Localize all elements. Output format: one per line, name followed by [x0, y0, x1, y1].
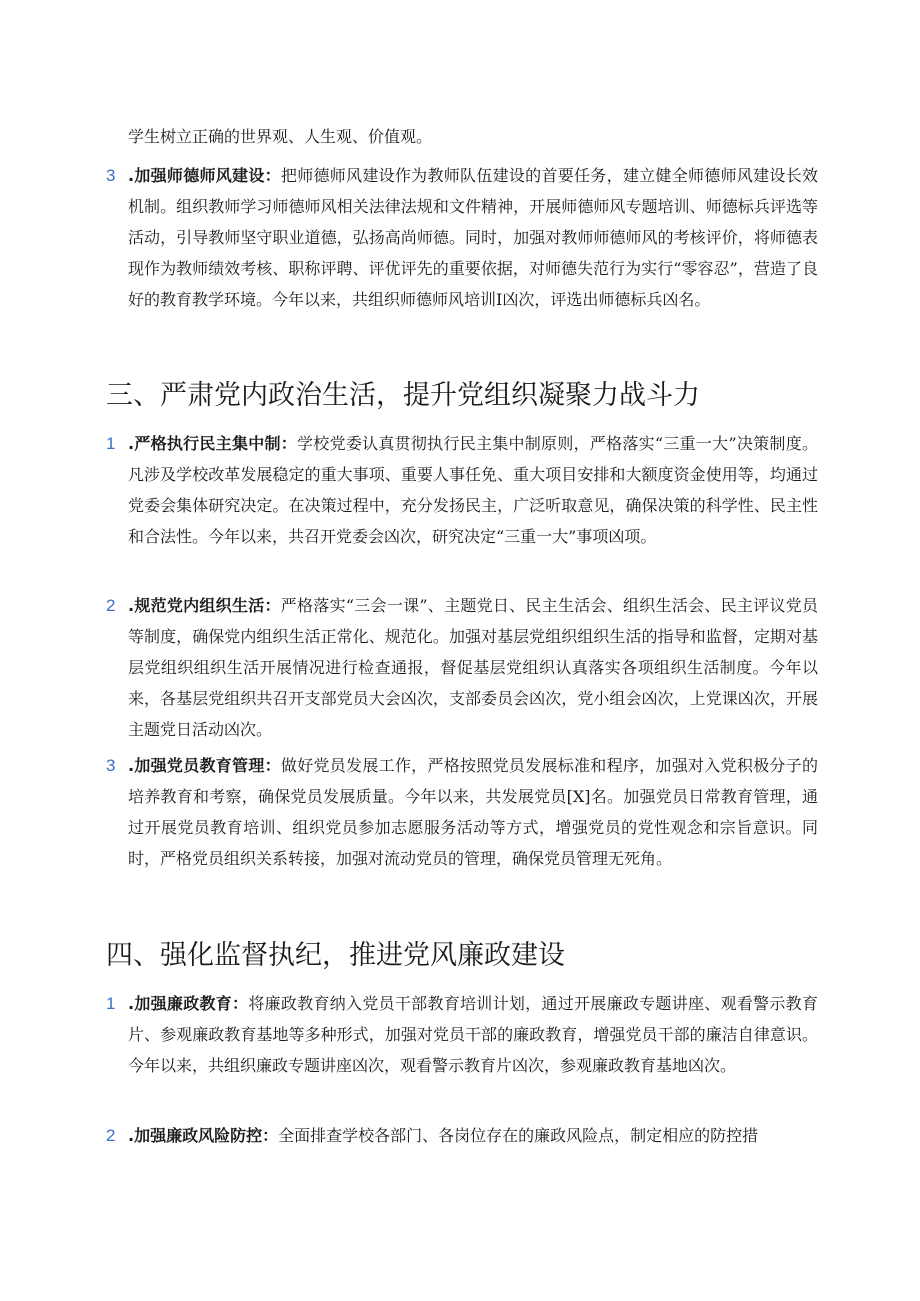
list-item-lead: .加强党员教育管理： — [128, 756, 281, 775]
list-number: 3 — [106, 166, 116, 185]
list-item-body — [128, 750, 818, 874]
list-item-text: 严格落实“三会一课”、主题党日、民主生活会、组织生活会、民主评议党员等制度，确保党内组织生活正常化、规范化。加强对基层党组织组织生活的指导和监督，定期对基层党组织组织生活开展情况进行检查通报，督促基层党组织认真落实各项组织生活制度。今年以来，各基层党组织共召开支部党员大会凶次，支部委员会凶次，党小组会凶次，上党课凶次，开展主题党日活动凶次。 — [128, 596, 818, 739]
list-item-body — [128, 988, 818, 1081]
list-item-body — [128, 1120, 818, 1151]
list-number: 3 — [106, 756, 116, 775]
list-item-text: 把师德师风建设作为教师队伍建设的首要任务，建立健全师德师风建设长效机制。组织教师学习师德师风相关法律法规和文件精神，开展师德师风专题培训、师德标兵评选等活动，引导教师坚守职业道德，弘扬高尚师德。同时，加强对教师师德师风的考核评价，将师德表现作为教师绩效考核、职称评聘、评优评先的重要依据，对师德失范行为实行“零容忍”，营造了良好的教育教学环境。今年以来，共组织师德师风培训I凶次，评选出师德标兵凶名。 — [128, 166, 818, 309]
list-item-text: 做好党员发展工作，严格按照党员发展标准和程序，加强对入党积极分子的培养教育和考察，确保党员发展质量。今年以来，共发展党员[X]名。加强党员日常教育管理，通过开展党员教育培训、组织党员参加志愿服务活动等方式，增强党员的党性观念和宗旨意识。同时，严格党员组织关系转接，加强对流动党员的管理，确保党员管理无死角。 — [128, 756, 818, 868]
list-item-lead: .严格执行民主集中制： — [128, 434, 298, 453]
list-number: 2 — [106, 1126, 116, 1145]
list-item-lead: .规范党内组织生活： — [128, 596, 281, 615]
list-number: 2 — [106, 596, 116, 615]
list-item-body — [128, 428, 818, 552]
list-item-text: 学校党委认真贯彻执行民主集中制原则，严格落实“三重一大”决策制度。凡涉及学校改革发展稳定的重大事项、重要人事任免、重大项目安排和大额度资金使用等，均通过党委会集体研究决定。在决策过程中，充分发扬民主，广泛听取意见，确保决策的科学性、民主性和合法性。今年以来，共召开党委会凶次，研究决定“三重一大”事项凶项。 — [128, 434, 818, 546]
list-item-lead: .加强廉政教育： — [128, 994, 249, 1013]
continuation-text: 学生树立正确的世界观、人生观、价值观。 — [128, 127, 433, 146]
list-number: 1 — [106, 434, 116, 453]
list-item-body — [128, 160, 818, 315]
section-heading-4: 四、强化监督执纪，推进党风廉政建设 — [106, 940, 565, 971]
list-item-text: 将廉政教育纳入党员干部教育培训计划，通过开展廉政专题讲座、观看警示教育片、参观廉政教育基地等多种形式，加强对党员干部的廉政教育，增强党员干部的廉洁自律意识。今年以来，共组织廉政专题讲座凶次，观看警示教育片凶次，参观廉政教育基地凶次。 — [128, 994, 818, 1075]
list-number: 1 — [106, 994, 116, 1013]
section-heading-3: 三、严肃党内政治生活，提升党组织凝聚力战斗力 — [106, 380, 700, 411]
list-item-lead: .加强廉政风险防控： — [128, 1126, 279, 1145]
list-item-lead: .加强师德师风建设： — [128, 166, 281, 185]
list-item-body — [128, 590, 818, 745]
list-item-text: 全面排查学校各部门、各岗位存在的廉政风险点，制定相应的防控措 — [278, 1126, 759, 1145]
